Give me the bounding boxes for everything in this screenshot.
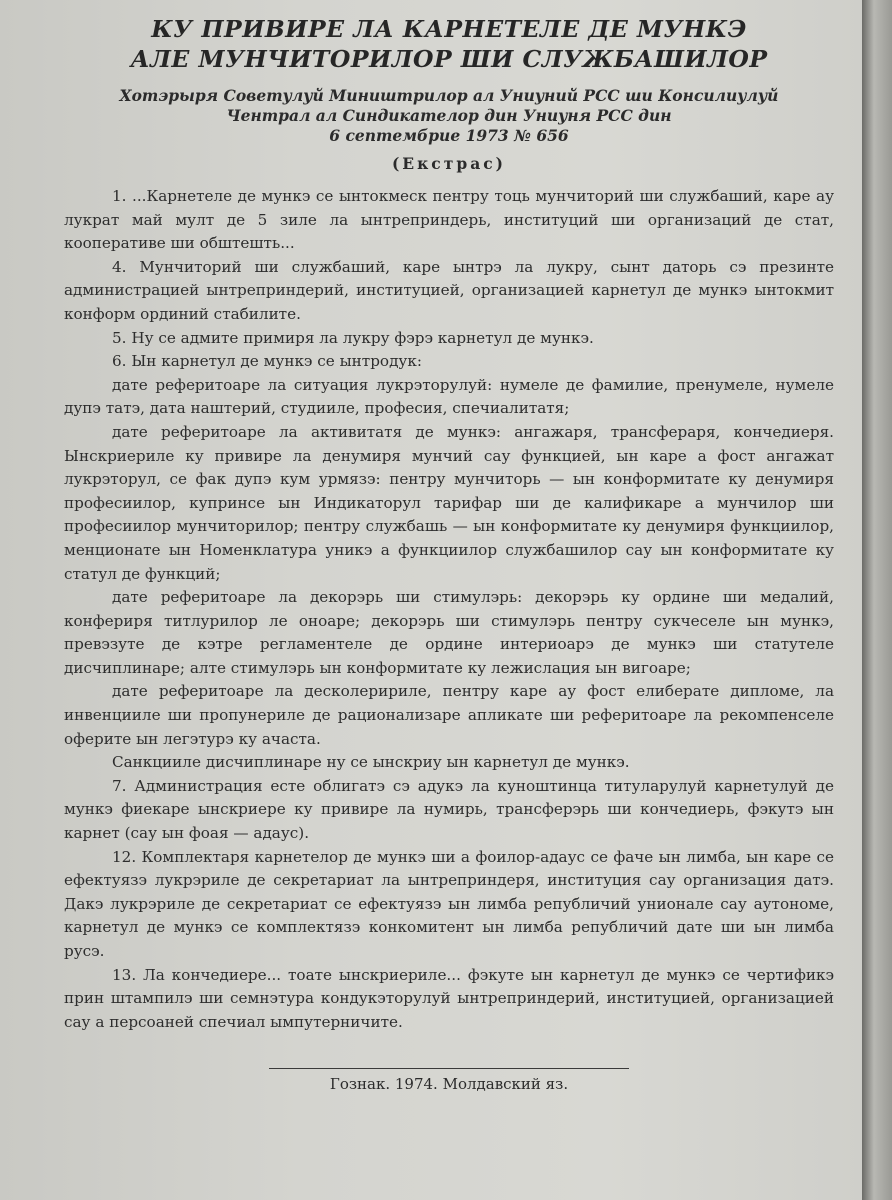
page-title [64, 14, 834, 74]
page-edge [862, 0, 892, 1200]
paragraph: дате реферитоаре ла декорэрь ши стимулэрь: декорэрь ку ордине ши медалий, конфериря титлурилор ле оноаре; декорэрь ши стимулэрь пентру сукчеселе ын мункэ, превэзуте де кэтре регламентеле де ордине интериоарэ де мункэ ши статутеле дисчиплинаре; алте стимулэрь ын конформитате ку лежислация ын вигоаре; [64, 588, 834, 677]
paragraph: 5. Ну се адмите примиря ла лукру фэрэ карнетул де мункэ. [112, 328, 594, 347]
decree-body [64, 185, 834, 1034]
footer-divider [269, 1068, 629, 1069]
paragraph: 4. Мунчиторий ши службаший, каре ынтрэ ла лукру, сынт даторь сэ презинте администрацией ынтреприндерий, институцией, организацией карнетул де мункэ ынтокмит конформ ординий стабилите. [64, 257, 834, 323]
subtitle-line-1: Хотэрыря Советулуй Миништрилор ал Униуний РСС ши Консилиулуй [119, 86, 779, 105]
title-line-2: АЛЕ МУНЧИТОРИЛОР ШИ СЛУЖБАШИЛОР [130, 45, 768, 73]
paragraph: дате реферитоаре ла ситуация лукрэторулуй: нумеле де фамилие, пренумеле, нумеле дупэ татэ, дата наштерий, студииле, професия, спечиалитатя; [64, 375, 834, 418]
paragraph: 1. ...Карнетеле де мункэ се ынтокмеск пентру тоць мунчиторий ши службаший, каре ау лукрат май мулт де 5 зиле ла ынтреприндерь, институций ши организаций де стат, кооперативе ши обштешть... [64, 187, 834, 253]
subtitle-line-2: Чентрал ал Синдикателор дин Униуня РСС дин [226, 106, 672, 125]
paragraph: 12. Комплектаря карнетелор де мункэ ши а фоилор-адаус се фаче ын лимба, ын каре се ефектуязэ лукрэриле де секретариат ла ынтреприндеря, институция сау организация датэ. Дакэ лукрэриле де секретариат се ефектуязэ ын лимба републичий унионале сау аутономе, карнетул де мункэ се комплектязэ конкомитент ын лимба републичий дате ши ын лимба русэ. [64, 847, 834, 960]
decree-reference [64, 86, 834, 146]
paragraph: дате реферитоаре ла десколеририле, пентру каре ау фост елиберате дипломе, ла инвенцииле ши пропунериле де рационализаре апликате ши реферитоаре ла рекомпенселе оферите ын легэтурэ ку ачаста. [64, 682, 834, 748]
paragraph: дате реферитоаре ла активитатя де мункэ: ангажаря, трансфераря, кончедиеря. Ынскриериле ку привире ла денумиря мунчий сау функцией, ын каре а фост ангажат лукрэторул, се фак дупэ кум урмязэ: пентру мунчиторь — ын конформитате ку денумиря професиилор, купринсе ын Индикаторул тарифар ши де калификаре а мунчилор ши професиилор мунчиторилор; пентру службашь — ын конформитате ку денумиря функциилор, менционате ын Номенклатура уникэ а функциилор службашилор сау ын конформитате ку статул де функций; [64, 422, 834, 583]
title-line-1: КУ ПРИВИРЕ ЛА КАРНЕТЕЛЕ ДЕ МУНКЭ [151, 15, 747, 43]
paragraph: 13. Ла кончедиере... тоате ынскриериле... фэкуте ын карнетул де мункэ се чертификэ прин штампилэ ши семнэтура кондукэторулуй ынтреприндерий, институцией, организацией сау а персоаней спечиал ымпутерничите. [64, 965, 834, 1031]
paragraph: Санкцииле дисчиплинаре ну се ынскриу ын карнетул де мункэ. [112, 753, 630, 772]
paragraph: 7. Администрация есте облигатэ сэ адукэ ла куноштинца титуларулуй карнетулуй де мункэ фиекаре ынскриере ку привире ла нумирь, трансферэрь ши кончедиерь, фэкутэ ын карнет (сау ын фоая — адаус). [64, 776, 834, 843]
printer-imprint: Гознак. 1974. Молдавский яз. [329, 1075, 569, 1094]
subtitle-line-3: 6 септембрие 1973 № 656 [329, 126, 569, 145]
extract-label: (Екстрас) [391, 154, 507, 173]
paragraph: 6. Ын карнетул де мункэ се ынтродук: [112, 352, 422, 371]
